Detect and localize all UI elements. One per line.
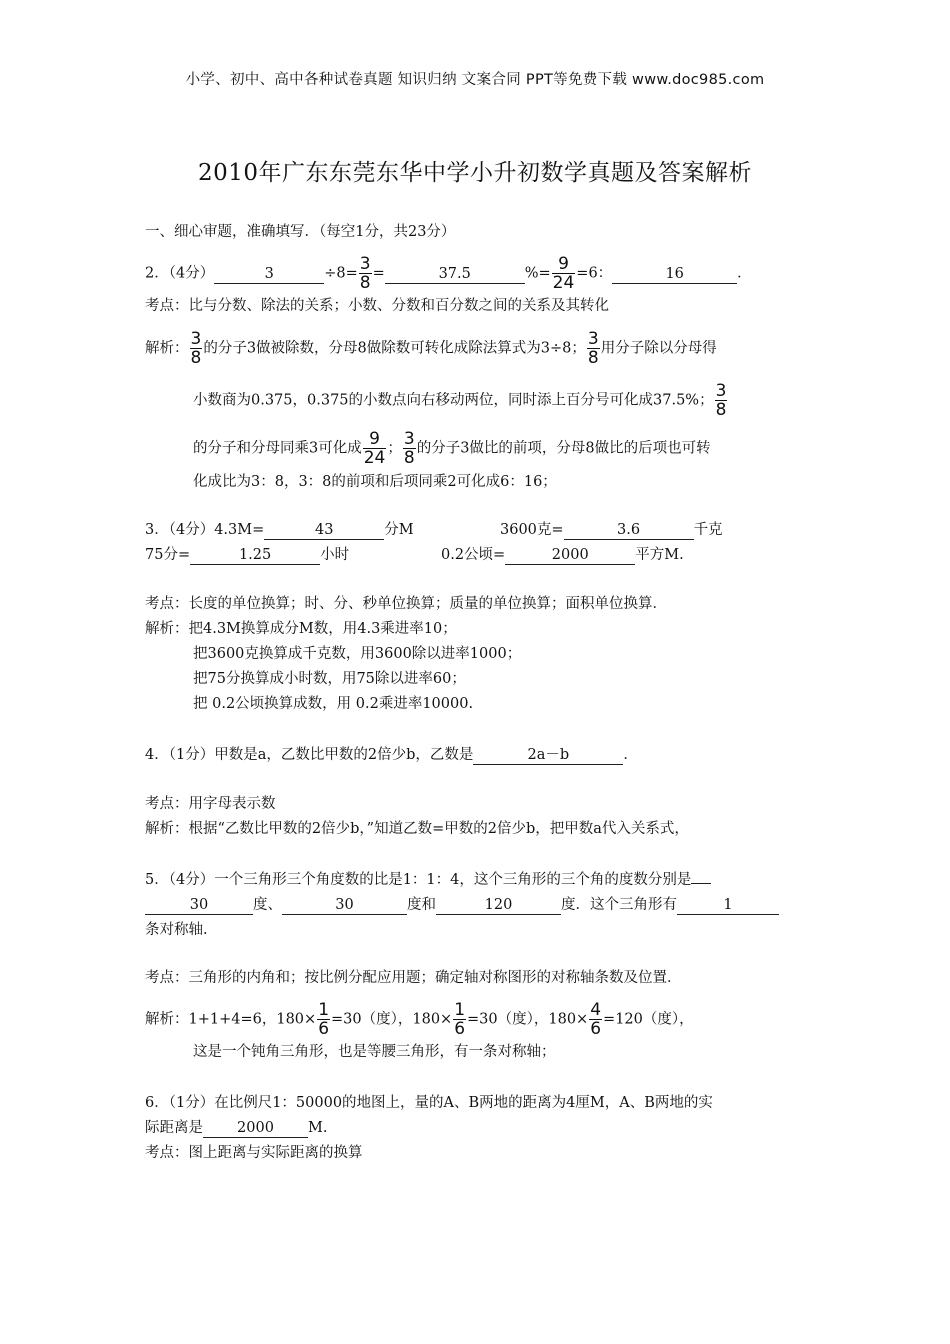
fraction: $\frac{3}{8}$ — [587, 329, 599, 368]
fraction: $\frac{4}{6}$ — [590, 1000, 602, 1039]
fraction: $\frac{1}{6}$ — [454, 1000, 466, 1039]
answer-blank: 37.5 — [385, 266, 525, 284]
question-5-end: 条对称轴. — [145, 922, 208, 938]
knowledge-point: 考点：比与分数、除法的关系；小数、分数和百分数之间的关系及其转化 — [145, 298, 609, 314]
fraction: $\frac{3}{8}$ — [359, 254, 371, 293]
answer-blank: 43 — [264, 522, 384, 540]
analysis-line: 把3600克换算成千克数，用3600除以进率1000； — [193, 646, 522, 662]
fraction: $\frac{1}{6}$ — [318, 1000, 330, 1039]
question-5: 5．（4分）一个三角形三个角度数的比是1：1：4，这个三角形的三个角的度数分别是 — [145, 870, 711, 890]
answer-blank: 120 — [436, 897, 561, 915]
answer-blank: 1.25 — [190, 547, 320, 565]
analysis-line: 解析： $\frac{3}{8}$ 的分子3做被除数，分母8做除数可转化成除法算式为3÷8； $\frac{3}{8}$ 用分子除以分母得 — [145, 329, 717, 368]
answer-blank: 2a－b — [473, 747, 623, 765]
analysis-line: 解析：1+1+4=6，180× $\frac{1}{6}$ =30（度），180× $\frac{1}{6}$ =30（度），180× $\frac{4}{6}$ =120（度）， — [145, 1000, 694, 1039]
analysis-line: 把75分换算成小时数，用75除以进率60； — [193, 671, 466, 687]
question-6-line-2: 际距离是 2000 M. — [145, 1120, 328, 1136]
question-5-answers: 30 度、 30 度和 120 度．这个三角形有 1 — [145, 895, 779, 915]
question-3-part-3: 75分= 1.25 小时 — [145, 547, 350, 563]
analysis-line: 把 0.2公顷换算成数，用 0.2乘进率10000. — [193, 696, 474, 712]
page-header: 小学、初中、高中各种试卷真题 知识归纳 文案合同 PPT等免费下载 www.doc985.com — [185, 72, 765, 88]
answer-blank: 16 — [612, 266, 737, 284]
answer-blank: 30 — [145, 897, 253, 915]
answer-blank: 2000 — [505, 547, 635, 565]
section-heading: 一、细心审题，准确填写．（每空1分，共23分） — [145, 224, 456, 240]
question-6: 6．（1分）在比例尺1：50000的地图上，量的A、B两地的距离为4厘M，A、B两地的实 — [145, 1095, 713, 1111]
fraction: $\frac{3}{8}$ — [403, 429, 415, 468]
answer-blank: 3.6 — [564, 522, 694, 540]
analysis-line: 的分子和分母同乘3可化成 $\frac{9}{24}$ ； $\frac{3}{8}$ 的分子3做比的前项，分母8做比的后项也可转 — [193, 429, 711, 468]
question-3-part-2: 3600克= 3.6 千克 — [500, 522, 723, 538]
knowledge-point: 考点：三角形的内角和；按比例分配应用题；确定轴对称图形的对称轴条数及位置． — [145, 970, 682, 986]
question-3-part-4: 0.2公顷= 2000 平方M. — [441, 547, 684, 563]
analysis-line: 解析：根据“乙数比甲数的2倍少b，”知道乙数=甲数的2倍少b，把甲数a代入关系式， — [145, 821, 689, 837]
question-2: 2．（4分） 3 ÷8= $\frac{3}{8}$ = 37.5 %= $\frac{9}{24}$ =6： 16 ． — [145, 254, 752, 293]
fraction: $\frac{3}{8}$ — [715, 381, 727, 420]
page-title: 2010年广东东莞东华中学小升初数学真题及答案解析 — [197, 160, 753, 186]
analysis-line: 这是一个钝角三角形，也是等腰三角形，有一条对称轴； — [193, 1044, 556, 1060]
knowledge-point: 考点：长度的单位换算；时、分、秒单位换算；质量的单位换算；面积单位换算． — [145, 596, 667, 612]
fraction: $\frac{9}{24}$ — [363, 429, 386, 468]
answer-blank: 30 — [282, 897, 407, 915]
fraction: $\frac{9}{24}$ — [552, 254, 575, 293]
fraction: $\frac{3}{8}$ — [190, 329, 202, 368]
answer-blank: 3 — [214, 266, 324, 284]
analysis-line: 小数商为0.375，0.375的小数点向右移动两位，同时添上百分号可化成37.5%； $\frac{3}{8}$ — [193, 381, 727, 420]
knowledge-point: 考点：用字母表示数 — [145, 796, 276, 812]
analysis-line: 解析：把4.3M换算成分M数，用4.3乘进率10； — [145, 621, 457, 637]
knowledge-point: 考点：图上距离与实际距离的换算 — [145, 1145, 363, 1161]
analysis-line: 化成比为3：8，3：8的前项和后项同乘2可化成6：16； — [193, 474, 557, 490]
question-4: 4．（1分）甲数是a，乙数比甲数的2倍少b，乙数是 2a－b ． — [145, 747, 638, 763]
question-3: 3．（4分）4.3M= 43 分M — [145, 522, 414, 538]
answer-blank-lead — [691, 883, 711, 884]
answer-blank: 1 — [677, 897, 779, 915]
answer-blank: 2000 — [203, 1120, 308, 1138]
